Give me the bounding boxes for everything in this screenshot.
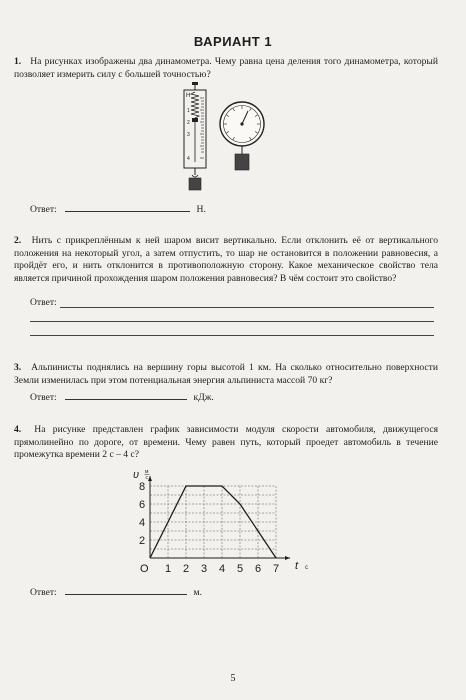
task-1-answer: [30, 203, 206, 215]
y-tick-label: 2: [139, 535, 146, 547]
chart-grid: [150, 486, 276, 558]
x-axis-arrow: [285, 556, 290, 560]
y-tick-label: 6: [139, 499, 146, 511]
task-3-number: 3.: [14, 362, 22, 373]
task-2-answer-line-1[interactable]: [60, 307, 434, 308]
task-2-answer-label: Ответ:: [30, 297, 57, 308]
task-2: [14, 235, 438, 285]
y-tick-label: 4: [139, 517, 146, 529]
dial-dynamometer: [220, 102, 264, 170]
chart-y-unit-den: с: [145, 475, 148, 481]
chart-x-unit: с: [305, 565, 308, 571]
task-4-answer-label: Ответ:: [30, 587, 57, 598]
task-3: [14, 362, 438, 387]
x-tick-label: 3: [201, 563, 208, 575]
task-1-text: На рисунках изображены два динамометра. Чему равна цена деления того динамометра, который позволяет измерить силу с большей точностью?: [14, 56, 438, 80]
task-4: [14, 424, 438, 462]
x-tick-label: 6: [255, 563, 262, 575]
velocity-time-chart: [130, 466, 320, 578]
task-3-answer-label: Ответ:: [30, 392, 57, 403]
variant-title: ВАРИАНТ 1: [193, 34, 273, 49]
chart-origin-label: O: [140, 563, 149, 575]
x-tick-label: 1: [165, 563, 172, 575]
chart-y-axis-label: υ: [133, 469, 140, 481]
task-4-answer-unit: м.: [193, 587, 203, 598]
task-1-answer-unit: Н.: [196, 204, 206, 215]
page-number: 5: [230, 673, 236, 684]
task-2-answer-line-3[interactable]: [30, 335, 434, 336]
task-4-answer: [30, 586, 202, 598]
dynamometers-figure: [178, 82, 278, 194]
x-tick-label: 4: [219, 563, 226, 575]
task-1-answer-label: Ответ:: [30, 204, 57, 215]
task-1: [14, 56, 438, 81]
task-4-text: На рисунке представлен график зависимости модуля скорости автомобиля, движущегося прямолинейно по дороге, от времени. Чему равен путь, который проедет автомобиль в течение промежутка времени 2 с – 4 с?: [14, 424, 439, 461]
task-3-answer: [30, 391, 214, 403]
task-2-number: 2.: [14, 235, 22, 246]
y-axis-arrow: [145, 475, 152, 481]
y-tick-label: 8: [139, 481, 146, 493]
task-2-answer-line-2[interactable]: [30, 321, 434, 322]
spring-tick-3: 3: [187, 132, 190, 138]
task-3-answer-field[interactable]: [65, 391, 187, 400]
task-2-text: Нить с прикреплённым к ней шаром висит вертикально. Если отклонить её от вертикального положения на некоторый угол, а затем отпустить, то шар не остановится в положении равновесия, а пройдёт его, и нить отклонится в противоположную сторону. Какое механическое свойство тела является причиной прохождения шаром положения равновесия? В чём состоит это свойство?: [14, 235, 438, 284]
spring-scale-letter: Н: [186, 93, 191, 99]
task-4-number: 4.: [14, 424, 22, 435]
spring-tick-2: 2: [187, 120, 190, 126]
task-1-number: 1.: [14, 56, 22, 67]
chart-y-unit-num: м: [145, 469, 149, 475]
task-3-text: Альпинисты поднялись на вершину горы высотой 1 км. На сколько относительно поверхности Земли изменилась при этом потенциальная энергия альпиниста массой 70 кг?: [14, 362, 438, 386]
spring-tick-4: 4: [187, 156, 190, 162]
spring-dynamometer: [184, 82, 206, 190]
task-3-answer-unit: кДж.: [193, 392, 214, 403]
spring-tick-1: 1: [187, 108, 190, 114]
chart-x-axis-label: t: [295, 560, 299, 572]
task-1-answer-field[interactable]: [65, 203, 190, 212]
x-tick-label: 7: [273, 563, 280, 575]
x-tick-label: 5: [237, 563, 244, 575]
x-tick-label: 2: [183, 563, 190, 575]
task-4-answer-field[interactable]: [65, 586, 187, 595]
